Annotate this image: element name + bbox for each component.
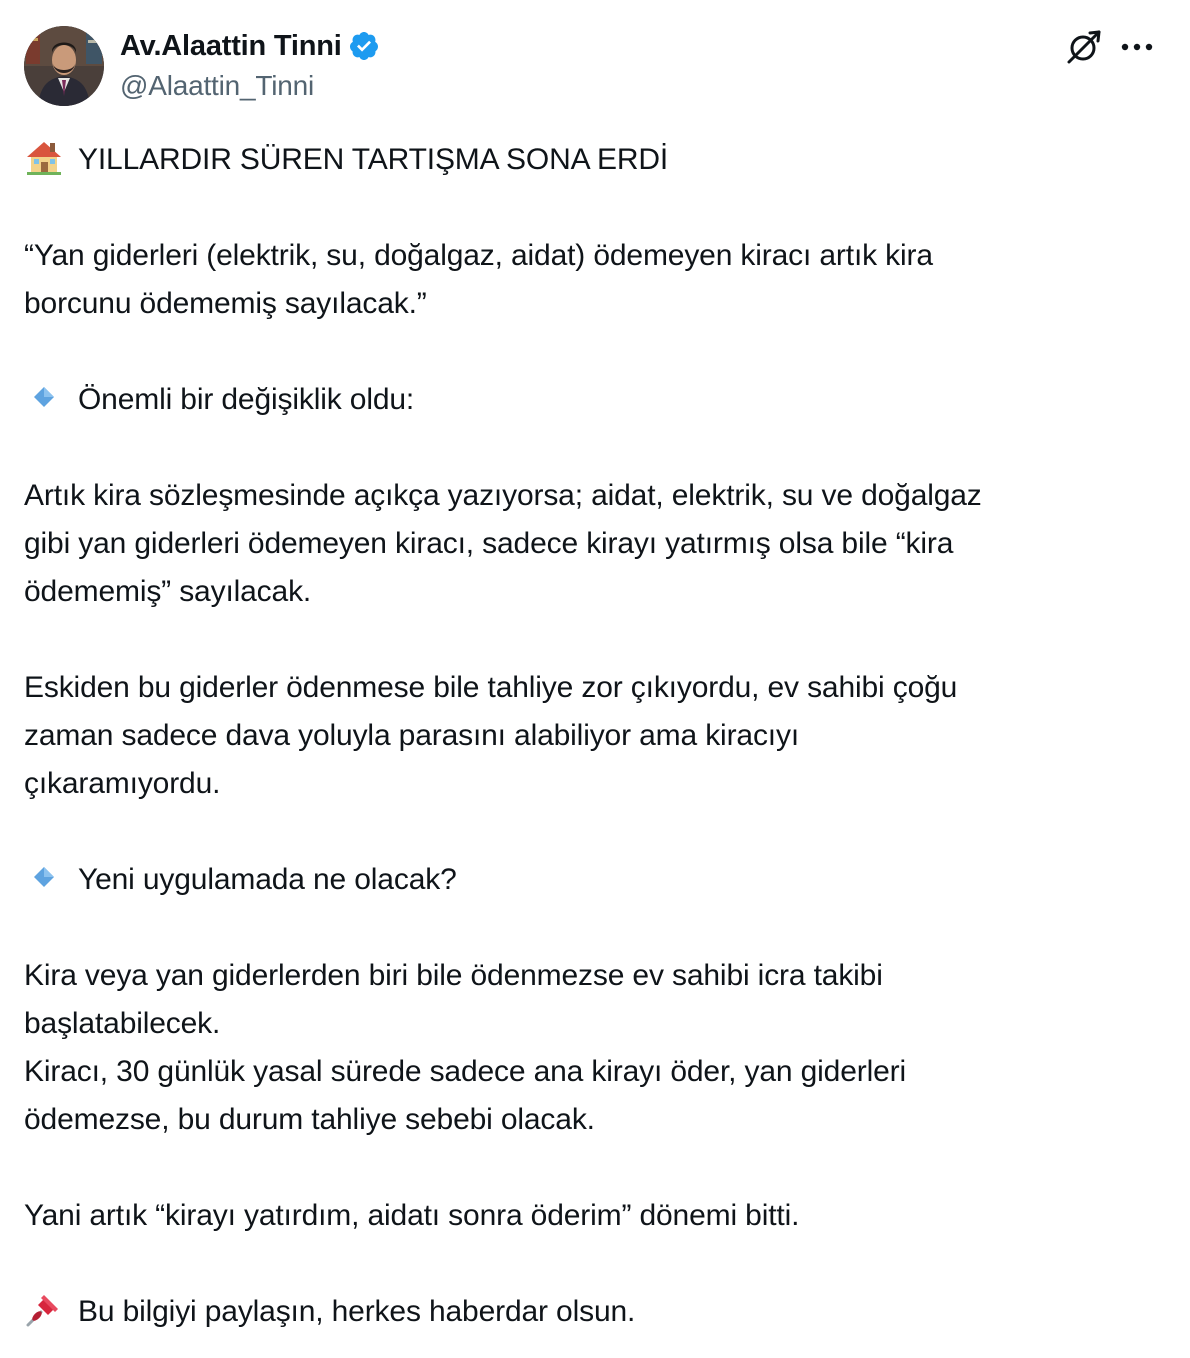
- avatar-image: [24, 26, 104, 106]
- body-line: Kira veya yan giderlerden biri bile ödenmezse ev sahibi icra takibi: [24, 959, 883, 992]
- headline-text: YILLARDIR SÜREN TARTIŞMA SONA ERDİ: [78, 143, 669, 176]
- author-display-name[interactable]: Av.Alaattin Tinni: [120, 29, 342, 62]
- house-emoji-icon: [24, 137, 64, 177]
- author-handle[interactable]: @Alaattin_Tinni: [120, 70, 315, 101]
- bullet-line: [24, 856, 1166, 904]
- bullet-text: Yeni uygulamada ne olacak?: [78, 863, 457, 896]
- verified-badge-icon[interactable]: [348, 30, 380, 62]
- body-line: Artık kira sözleşmesinde açıkça yazıyorsa; aidat, elektrik, su ve doğalgaz: [24, 479, 982, 512]
- quote-paragraph: [24, 232, 1166, 328]
- body-line: gibi yan giderleri ödemeyen kiracı, sadece kirayı yatırmış olsa bile “kira: [24, 527, 954, 560]
- body-paragraph: [24, 1192, 1166, 1240]
- body-paragraph: [24, 952, 1166, 1144]
- pushpin-emoji-icon: [24, 1289, 64, 1329]
- author-info: [120, 26, 380, 102]
- bullet-line: [24, 376, 1166, 424]
- bullet-paragraph: [24, 376, 1166, 424]
- tweet-text: [24, 136, 1166, 1336]
- body-line: Yani artık “kirayı yatırdım, aidatı sonra öderim” dönemi bitti.: [24, 1199, 800, 1232]
- tweet-header: [24, 26, 1166, 106]
- body-line: zaman sadece dava yoluyla parasını alabiliyor ama kiracıyı: [24, 719, 800, 752]
- quote-line: “Yan giderleri (elektrik, su, doğalgaz, aidat) ödemeyen kiracı artık kira: [24, 239, 933, 272]
- body-paragraph: [24, 664, 1166, 808]
- name-row: [120, 26, 380, 66]
- quote-line: borcunu ödememiş sayılacak.”: [24, 287, 427, 320]
- closing-text: Bu bilgiyi paylaşın, herkes haberdar olsun.: [78, 1295, 636, 1328]
- body-paragraph: [24, 472, 1166, 616]
- bullet-text: Önemli bir değişiklik oldu:: [78, 383, 415, 416]
- small-blue-diamond-icon: [24, 377, 64, 417]
- body-line: başlatabilecek.: [24, 1007, 221, 1040]
- grok-icon[interactable]: [1066, 29, 1102, 65]
- body-line: ödemezse, bu durum tahliye sebebi olacak.: [24, 1103, 595, 1136]
- headline-paragraph: [24, 136, 1166, 184]
- small-blue-diamond-icon: [24, 857, 64, 897]
- bullet-paragraph: [24, 856, 1166, 904]
- more-options-icon[interactable]: [1120, 32, 1154, 62]
- body-line: çıkaramıyordu.: [24, 767, 221, 800]
- closing-line: [24, 1288, 1166, 1336]
- closing-paragraph: [24, 1288, 1166, 1336]
- headline-line: [24, 136, 1166, 184]
- avatar[interactable]: [24, 26, 104, 106]
- body-line: Kiracı, 30 günlük yasal sürede sadece ana kirayı öder, yan giderleri: [24, 1055, 906, 1088]
- body-line: Eskiden bu giderler ödenmese bile tahliye zor çıkıyordu, ev sahibi çoğu: [24, 671, 958, 704]
- body-line: ödememiş” sayılacak.: [24, 575, 312, 608]
